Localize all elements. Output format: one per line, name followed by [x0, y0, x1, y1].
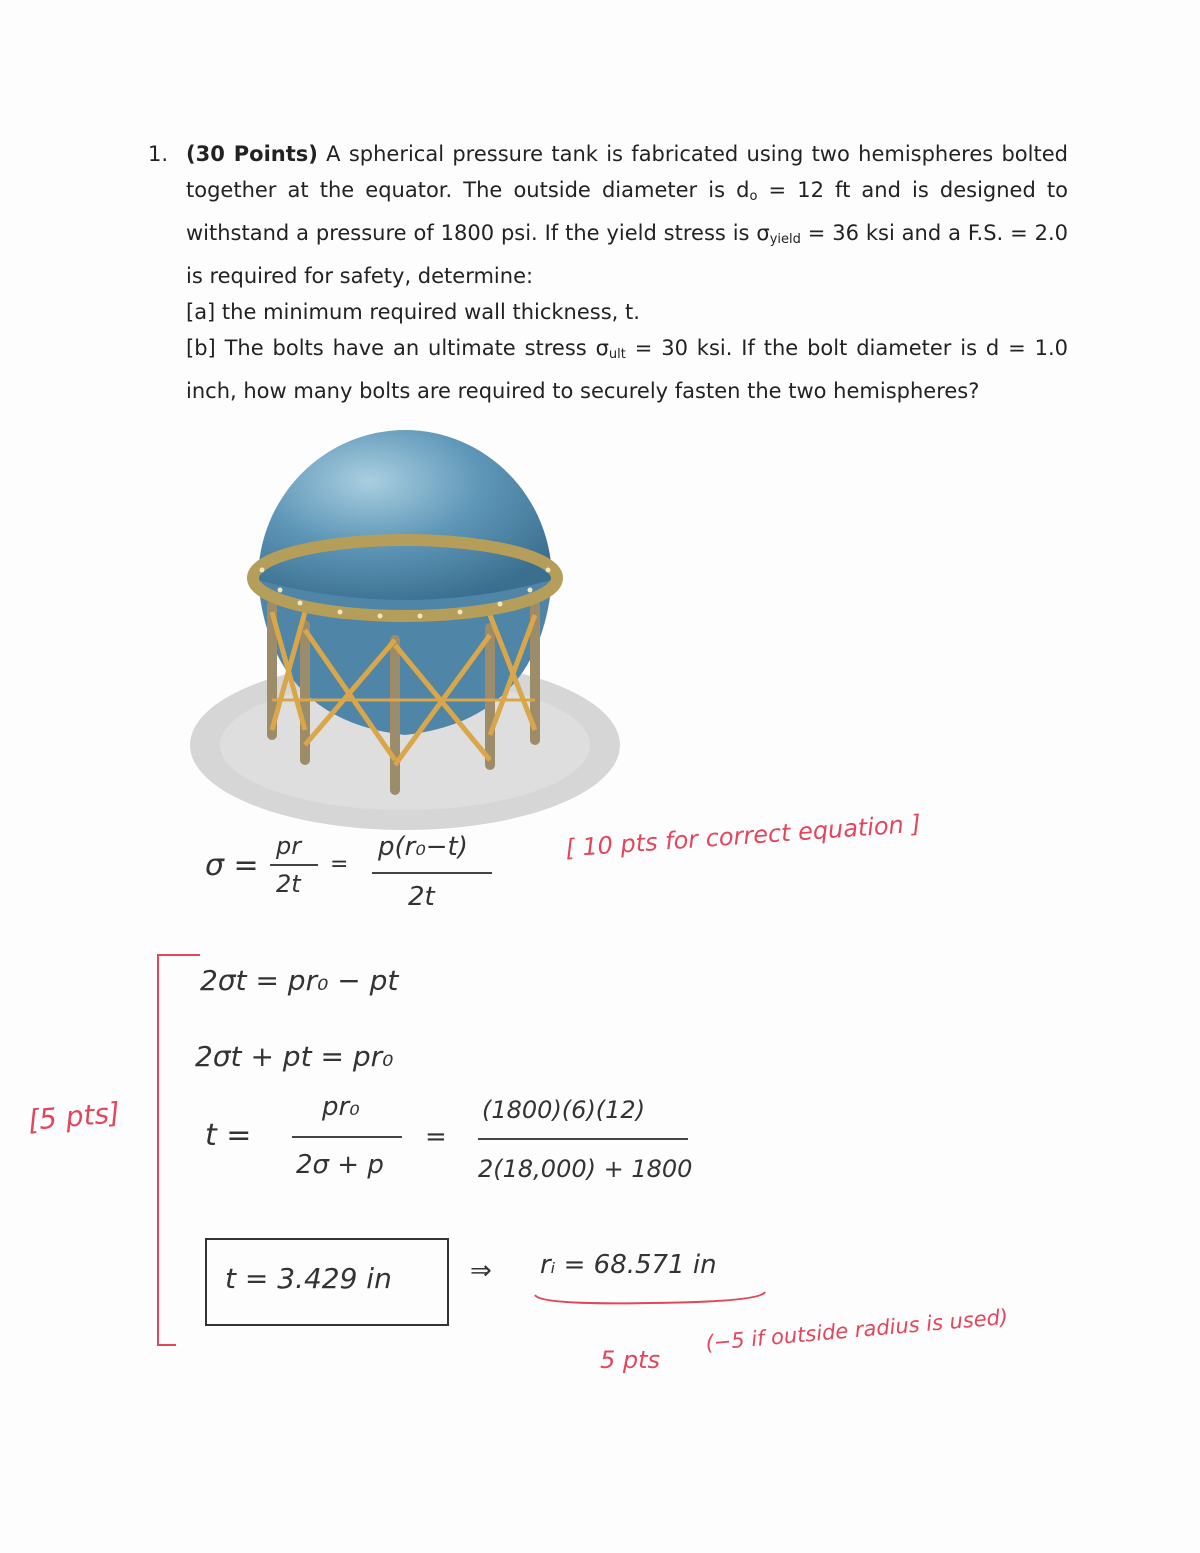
note-10pts: [ 10 pts for correct equation ]	[564, 809, 922, 863]
step3-fracline	[292, 1136, 402, 1138]
part-a: [a] the minimum required wall thickness, t.	[186, 300, 640, 324]
eq1-eq: =	[330, 852, 349, 877]
part-b-text-1: [b] The bolts have an ultimate stress σ	[186, 336, 609, 360]
result: t = 3.429 in	[225, 1262, 392, 1295]
step3-num: pr₀	[322, 1092, 360, 1122]
statement-text-2: = 12 ft and is designed to withstand a pressure of 1800 psi. If the yield stress is σ	[186, 178, 1068, 245]
sub-ult: ult	[608, 347, 626, 362]
step2: 2σt + pt = pr₀	[195, 1040, 394, 1073]
statement-text-1: A spherical pressure tank is fabricated using two hemispheres bolted together at the equator. The outside diameter is d	[186, 142, 1068, 202]
eq1-den2: 2t	[408, 882, 435, 912]
step1: 2σt = pr₀ − pt	[200, 964, 399, 997]
problem-number: 1.	[148, 142, 169, 166]
bottom-note: (−5 if outside radius is used)	[704, 1304, 1010, 1356]
sub-yield: yield	[769, 232, 801, 247]
step3-eq: =	[425, 1122, 447, 1152]
step3-fracline2	[478, 1138, 688, 1140]
step3-den: 2σ + p	[296, 1150, 384, 1180]
side-5pts: [5 pts]	[26, 1096, 122, 1137]
eq1-den1: 2t	[276, 870, 301, 898]
sigma-lhs: σ =	[205, 848, 259, 883]
bottom-5pts: 5 pts	[600, 1346, 661, 1374]
statement-text-3: = 36 ksi and a F.S. = 2.0 is required for safety, determine:	[186, 221, 1068, 288]
implies-arrow: ⇒	[470, 1256, 492, 1286]
part-b-text-2: = 30 ksi. If the bolt diameter is d = 1.0 inch, how many bolts are required to securely fasten the two hemispheres?	[186, 336, 1068, 403]
sub-o: o	[749, 189, 758, 204]
step3-num2: (1800)(6)(12)	[482, 1096, 646, 1124]
points-label: (30 Points)	[186, 142, 318, 166]
inner-radius: rᵢ = 68.571 in	[540, 1250, 717, 1280]
eq1-num1: pr	[276, 832, 302, 860]
step3-lhs: t =	[205, 1118, 252, 1153]
step3-den2: 2(18,000) + 1800	[478, 1155, 693, 1183]
eq1-num2: p(r₀−t)	[378, 832, 468, 862]
